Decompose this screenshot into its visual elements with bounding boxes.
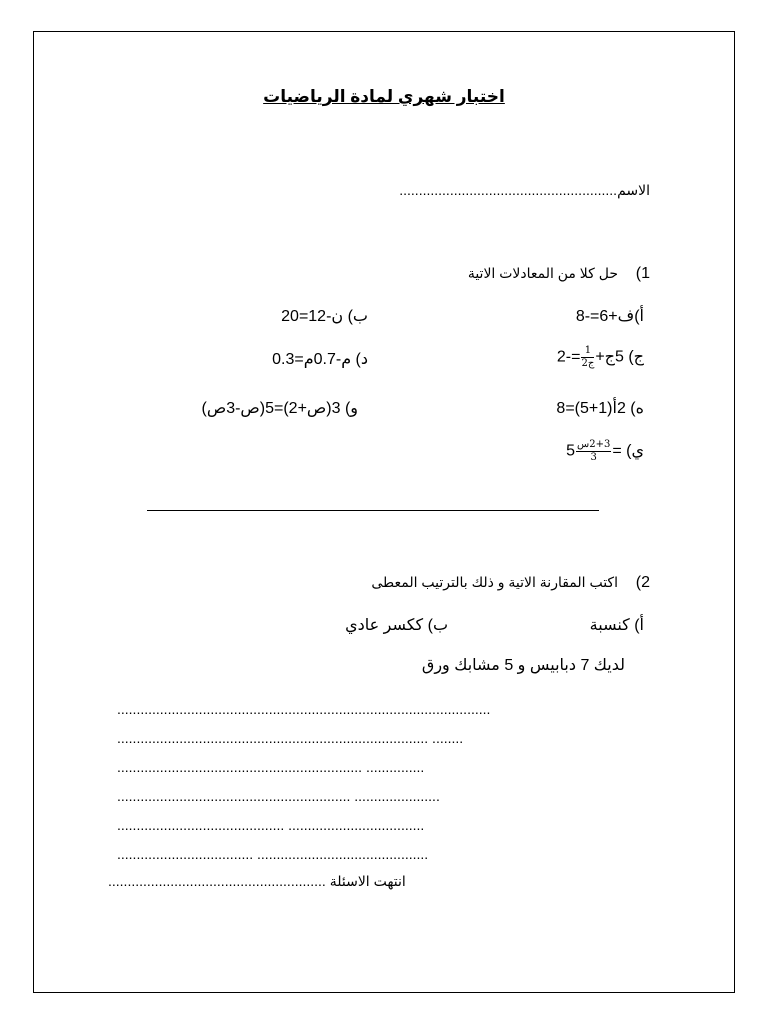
q1-item-b: ب) ن-12=20 (281, 308, 368, 325)
q1-item-c-pre: ج) 5ج+ (595, 348, 644, 366)
answer-line-1: ................................................................................................ (117, 702, 491, 717)
q2-number: 2) (635, 574, 650, 591)
q1-header (468, 265, 650, 283)
q1-prompt: حل كلا من المعادلات الاتية (467, 265, 618, 281)
page-title: اختبار شهري لمادة الرياضيات (263, 87, 505, 106)
q2-header (371, 574, 650, 592)
q1-item-g-pre: ي) = (612, 442, 644, 460)
name-dots: ........................................................ (399, 182, 618, 198)
answer-line-3: ............................................................... ............... (117, 760, 425, 775)
q2-statement: لديك 7 دبابيس و 5 مشابك ورق (421, 657, 625, 674)
q1-item-g-frac-num: 2+3س (577, 439, 611, 450)
q2-prompt: اكتب المقارنة الاتية و ذلك بالترتيب المعطى (371, 574, 618, 590)
q1-item-g-fraction (576, 440, 611, 463)
q1-item-g-frac-den: 3 (590, 452, 597, 463)
q1-item-c-frac-den: ج2 (581, 358, 595, 369)
q1-item-e: ه) 2أ(1+5)=8 (556, 400, 644, 417)
end-line (108, 874, 406, 889)
q1-item-g (566, 440, 644, 463)
end-dots: ........................................................ (108, 873, 326, 889)
q1-item-c-post: =-2 (556, 348, 581, 366)
answer-line-6: ................................... ............................................ (117, 847, 429, 862)
q1-item-d: د) م-0.7م=0.3 (272, 351, 368, 368)
answer-line-5: ........................................... ................................... (117, 818, 425, 833)
q1-number: 1) (635, 265, 650, 282)
q1-item-c-fraction (581, 346, 594, 369)
name-field (399, 183, 650, 198)
answer-line-2: ................................................................................ ........ (117, 731, 464, 746)
q1-item-c-frac-num: 1 (581, 346, 594, 358)
name-label: الاسم (617, 182, 650, 198)
q1-item-f: و) 3(ص+2)=5(ص-3ص) (201, 400, 358, 417)
answer-line-4: ............................................................ ...................... (117, 789, 440, 804)
q2-option-a: أ) كنسبة (589, 617, 644, 634)
q1-item-g-post: 5 (566, 442, 576, 460)
q1-item-a: أ)ف+6=-8 (575, 308, 644, 325)
q1-item-c (557, 346, 644, 369)
end-text: انتهت الاسئلة (329, 873, 406, 889)
section-divider (147, 510, 599, 511)
q2-option-b: ب) ككسر عادي (345, 617, 448, 634)
